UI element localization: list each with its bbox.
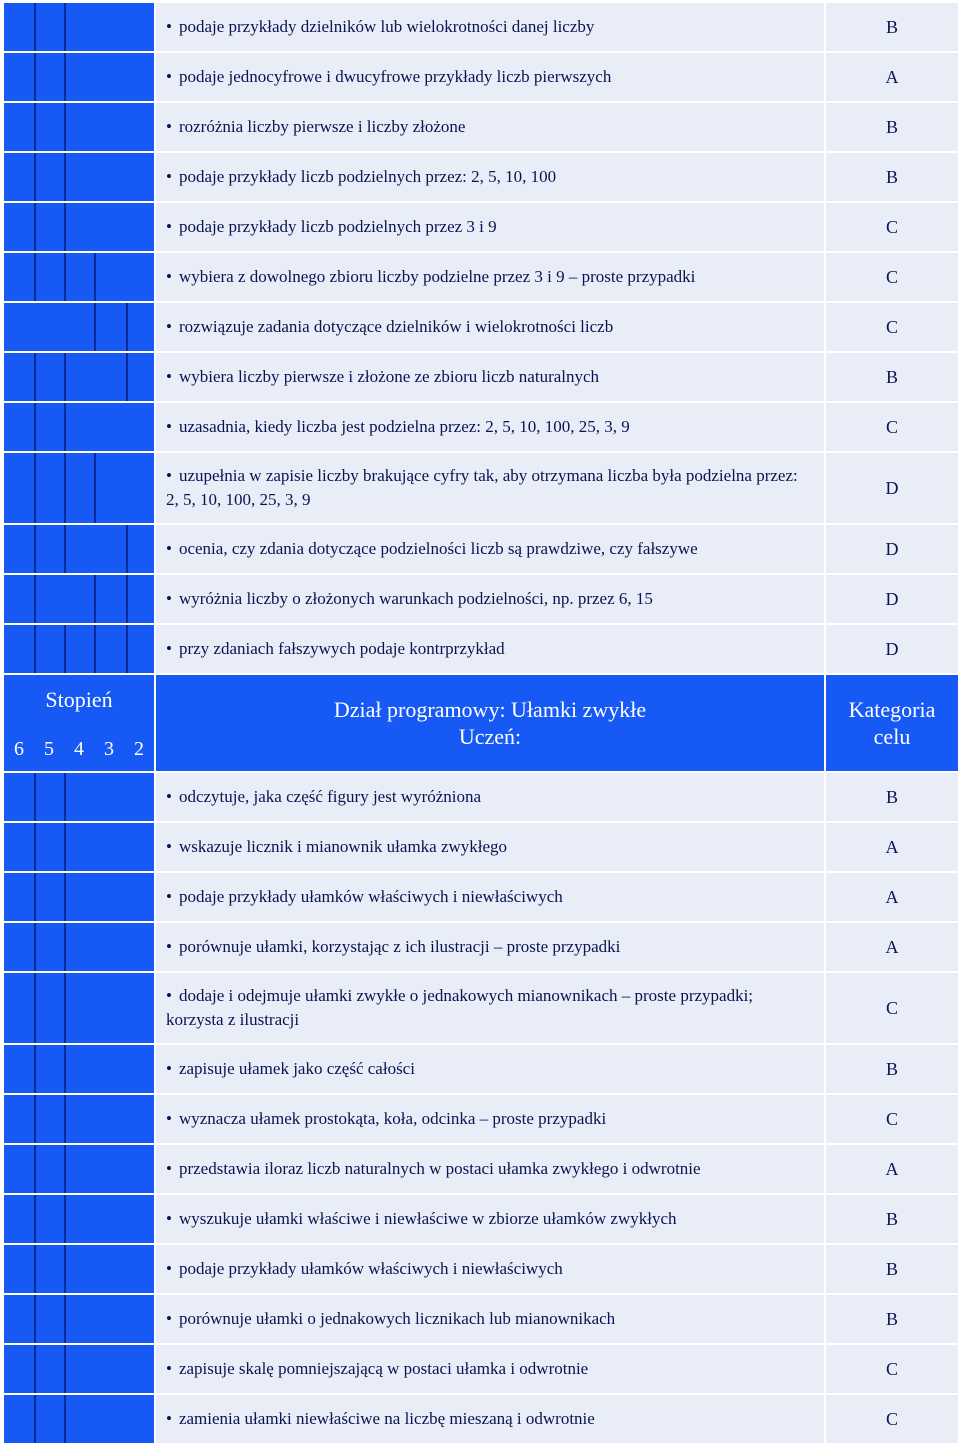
grade-divider xyxy=(34,453,36,523)
grade-divider xyxy=(126,625,128,673)
requirement-text xyxy=(166,65,611,89)
bullet-icon: • xyxy=(166,1109,172,1128)
requirement-text xyxy=(166,1157,701,1181)
grade-divider xyxy=(34,873,36,921)
kategoria-header xyxy=(826,675,958,771)
grade-stripe-cell xyxy=(4,453,156,523)
table-row xyxy=(4,625,958,675)
category-cell: C xyxy=(826,203,958,251)
requirement-label: wyznacza ułamek prostokąta, koła, odcinka – proste przypadki xyxy=(178,1109,607,1128)
requirement-text xyxy=(166,587,653,611)
requirement-cell xyxy=(156,103,826,151)
grade-divider xyxy=(64,525,66,573)
table-row xyxy=(4,203,958,253)
requirement-label: zapisuje skalę pomniejszającą w postaci ułamka i odwrotnie xyxy=(178,1359,589,1378)
category-cell: C xyxy=(826,1395,958,1443)
grade-stripe-cell xyxy=(4,773,156,821)
requirement-text xyxy=(166,215,497,239)
requirement-cell xyxy=(156,625,826,673)
grade-divider xyxy=(34,773,36,821)
requirement-text xyxy=(166,265,695,289)
requirement-text xyxy=(166,785,481,809)
grade-divider xyxy=(64,53,66,101)
grade-divider xyxy=(34,203,36,251)
requirement-label: rozróżnia liczby pierwsze i liczby złożone xyxy=(178,117,466,136)
grade-stripe-cell xyxy=(4,1095,156,1143)
category-cell: B xyxy=(826,1245,958,1293)
requirement-label: wybiera z dowolnego zbioru liczby podzielne przez 3 i 9 – proste przypadki xyxy=(178,267,696,286)
grade-divider xyxy=(34,253,36,301)
requirement-cell xyxy=(156,1095,826,1143)
grade-divider xyxy=(94,575,96,623)
bullet-icon: • xyxy=(166,539,172,558)
grade-divider xyxy=(34,353,36,401)
grade-divider xyxy=(126,525,128,573)
table-row xyxy=(4,3,958,53)
requirement-cell xyxy=(156,203,826,251)
category-cell: C xyxy=(826,973,958,1043)
requirement-text xyxy=(166,15,594,39)
grade-divider xyxy=(64,203,66,251)
bullet-icon: • xyxy=(166,887,172,906)
requirement-label: podaje przykłady liczb podzielnych przez 3 i 9 xyxy=(178,217,497,236)
category-cell: D xyxy=(826,453,958,523)
category-cell: A xyxy=(826,53,958,101)
requirement-text xyxy=(166,464,814,512)
requirement-cell xyxy=(156,53,826,101)
dzial-title: Dział programowy: Ułamki zwykłe xyxy=(333,697,647,722)
grade-2: 2 xyxy=(134,738,144,760)
requirement-label: uzupełnia w zapisie liczby brakujące cyfry tak, aby otrzymana liczba była podzielna przez: 2, 5, 10, 100, 25, 3, 9 xyxy=(166,466,798,509)
table-row xyxy=(4,353,958,403)
grade-divider xyxy=(64,1195,66,1243)
category-cell: C xyxy=(826,1345,958,1393)
bullet-icon: • xyxy=(166,937,172,956)
bullet-icon: • xyxy=(166,1059,172,1078)
table-row xyxy=(4,1345,958,1395)
requirement-text xyxy=(166,315,613,339)
requirement-cell xyxy=(156,353,826,401)
grade-divider xyxy=(64,453,66,523)
bullet-icon: • xyxy=(166,367,172,386)
table-row xyxy=(4,403,958,453)
stopien-header xyxy=(4,675,156,771)
category-cell: D xyxy=(826,575,958,623)
grade-divider xyxy=(34,1395,36,1443)
requirement-cell xyxy=(156,253,826,301)
grade-stripe-cell xyxy=(4,823,156,871)
grade-stripe-cell xyxy=(4,353,156,401)
requirement-cell xyxy=(156,973,826,1043)
category-cell: D xyxy=(826,525,958,573)
requirement-text xyxy=(166,1057,415,1081)
table-row xyxy=(4,923,958,973)
grade-divider xyxy=(64,353,66,401)
requirement-cell xyxy=(156,3,826,51)
requirement-label: podaje jednocyfrowe i dwucyfrowe przykłady liczb pierwszych xyxy=(178,67,612,86)
grade-3: 3 xyxy=(104,738,114,760)
grade-stripe-cell xyxy=(4,873,156,921)
bullet-icon: • xyxy=(166,217,172,236)
requirement-cell xyxy=(156,873,826,921)
requirement-cell xyxy=(156,1345,826,1393)
table-row xyxy=(4,823,958,873)
bullet-icon: • xyxy=(166,466,172,485)
requirement-cell xyxy=(156,1395,826,1443)
grade-divider xyxy=(64,773,66,821)
grade-divider xyxy=(64,923,66,971)
requirement-cell xyxy=(156,773,826,821)
requirement-label: wyszukuje ułamki właściwe i niewłaściwe w zbiorze ułamków zwykłych xyxy=(178,1209,677,1228)
requirement-label: wyróżnia liczby o złożonych warunkach podzielności, np. przez 6, 15 xyxy=(178,589,653,608)
requirement-text xyxy=(166,1407,595,1431)
grade-divider xyxy=(34,1045,36,1093)
bullet-icon: • xyxy=(166,837,172,856)
grade-divider xyxy=(34,625,36,673)
bullet-icon: • xyxy=(166,1209,172,1228)
grade-stripe-cell xyxy=(4,1395,156,1443)
table-row xyxy=(4,873,958,923)
grade-divider xyxy=(126,575,128,623)
requirement-label: wybiera liczby pierwsze i złożone ze zbioru liczb naturalnych xyxy=(178,367,600,386)
table-row xyxy=(4,1295,958,1345)
grade-divider xyxy=(64,1295,66,1343)
table-row xyxy=(4,253,958,303)
bullet-icon: • xyxy=(166,17,172,36)
bullet-icon: • xyxy=(166,1409,172,1428)
requirement-label: uzasadnia, kiedy liczba jest podzielna przez: 2, 5, 10, 100, 25, 3, 9 xyxy=(178,417,630,436)
bullet-icon: • xyxy=(166,787,172,806)
bullet-icon: • xyxy=(166,67,172,86)
grade-stripe-cell xyxy=(4,403,156,451)
grade-stripe-cell xyxy=(4,575,156,623)
table-row xyxy=(4,773,958,823)
grade-divider xyxy=(64,1395,66,1443)
bullet-icon: • xyxy=(166,589,172,608)
requirement-cell xyxy=(156,303,826,351)
category-cell: A xyxy=(826,823,958,871)
requirement-label: podaje przykłady ułamków właściwych i niewłaściwych xyxy=(178,1259,563,1278)
table-row xyxy=(4,453,958,525)
grade-divider xyxy=(64,973,66,1043)
table-row xyxy=(4,1395,958,1445)
bullet-icon: • xyxy=(166,1259,172,1278)
category-cell: B xyxy=(826,153,958,201)
stopien-label: Stopień xyxy=(45,687,113,712)
requirement-text xyxy=(166,1257,563,1281)
grade-divider xyxy=(94,625,96,673)
requirement-label: dodaje i odejmuje ułamki zwykłe o jednakowych mianownikach – proste przypadki; korzysta z ilustracji xyxy=(166,986,754,1029)
category-cell: B xyxy=(826,773,958,821)
grade-divider xyxy=(64,625,66,673)
category-cell: A xyxy=(826,873,958,921)
bullet-icon: • xyxy=(166,317,172,336)
bullet-icon: • xyxy=(166,417,172,436)
grade-divider xyxy=(64,873,66,921)
requirement-cell xyxy=(156,1045,826,1093)
grade-divider xyxy=(34,1195,36,1243)
table-row xyxy=(4,1195,958,1245)
grade-stripe-cell xyxy=(4,1295,156,1343)
dzial-header xyxy=(156,675,826,771)
requirement-cell xyxy=(156,1195,826,1243)
kategoria-label: Kategoria xyxy=(848,697,936,722)
grade-divider xyxy=(34,1095,36,1143)
category-cell: A xyxy=(826,1145,958,1193)
requirement-label: zamienia ułamki niewłaściwe na liczbę mieszaną i odwrotnie xyxy=(178,1409,595,1428)
requirement-cell xyxy=(156,1145,826,1193)
requirement-text xyxy=(166,1107,606,1131)
table-row xyxy=(4,1045,958,1095)
grade-divider xyxy=(34,1295,36,1343)
grade-divider xyxy=(64,403,66,451)
requirement-text xyxy=(166,415,630,439)
requirement-cell xyxy=(156,403,826,451)
requirement-text xyxy=(166,165,556,189)
grade-stripe-cell xyxy=(4,253,156,301)
table-row xyxy=(4,575,958,625)
category-cell: D xyxy=(826,625,958,673)
requirement-text xyxy=(166,984,814,1032)
requirement-text xyxy=(166,1207,677,1231)
requirement-cell xyxy=(156,153,826,201)
requirement-text xyxy=(166,537,698,561)
bullet-icon: • xyxy=(166,639,172,658)
table-row xyxy=(4,303,958,353)
grade-stripe-cell xyxy=(4,53,156,101)
grade-stripe-cell xyxy=(4,1145,156,1193)
grade-stripe-cell xyxy=(4,1045,156,1093)
category-cell: B xyxy=(826,353,958,401)
grade-divider xyxy=(34,823,36,871)
category-cell: A xyxy=(826,923,958,971)
requirement-cell xyxy=(156,453,826,523)
bullet-icon: • xyxy=(166,1309,172,1328)
category-cell: B xyxy=(826,1295,958,1343)
requirement-text xyxy=(166,885,563,909)
grade-divider xyxy=(34,103,36,151)
category-cell: C xyxy=(826,403,958,451)
grade-stripe-cell xyxy=(4,1195,156,1243)
criteria-table xyxy=(4,3,958,1445)
bullet-icon: • xyxy=(166,1359,172,1378)
table-row xyxy=(4,525,958,575)
category-cell: B xyxy=(826,103,958,151)
bullet-icon: • xyxy=(166,167,172,186)
bullet-icon: • xyxy=(166,986,172,1005)
grade-stripe-cell xyxy=(4,1245,156,1293)
category-cell: C xyxy=(826,1095,958,1143)
requirement-label: wskazuje licznik i mianownik ułamka zwykłego xyxy=(178,837,508,856)
table-row xyxy=(4,1245,958,1295)
table-row xyxy=(4,53,958,103)
requirement-text xyxy=(166,1307,615,1331)
grade-stripe-cell xyxy=(4,203,156,251)
grade-divider xyxy=(34,923,36,971)
grade-divider xyxy=(34,153,36,201)
grade-divider xyxy=(34,1245,36,1293)
grade-divider xyxy=(34,1345,36,1393)
table-row xyxy=(4,1095,958,1145)
grade-divider xyxy=(64,103,66,151)
grade-4: 4 xyxy=(74,738,84,760)
grade-6: 6 xyxy=(14,738,24,760)
grade-divider xyxy=(64,1095,66,1143)
grade-divider xyxy=(64,823,66,871)
grade-divider xyxy=(64,1245,66,1293)
bullet-icon: • xyxy=(166,267,172,286)
requirement-label: porównuje ułamki, korzystając z ich ilustracji – proste przypadki xyxy=(178,937,621,956)
requirement-text xyxy=(166,1357,588,1381)
section-podzielnosc xyxy=(4,3,958,675)
category-cell: B xyxy=(826,3,958,51)
table-row xyxy=(4,153,958,203)
grade-divider xyxy=(64,153,66,201)
requirement-text xyxy=(166,935,620,959)
requirement-label: porównuje ułamki o jednakowych licznikach lub mianownikach xyxy=(178,1309,616,1328)
grade-divider xyxy=(34,403,36,451)
requirement-cell xyxy=(156,525,826,573)
table-row xyxy=(4,1145,958,1195)
category-cell: B xyxy=(826,1045,958,1093)
celu-label: celu xyxy=(873,724,911,749)
grade-divider xyxy=(94,303,96,351)
grade-divider xyxy=(34,3,36,51)
requirement-label: odczytuje, jaka część figury jest wyróżniona xyxy=(178,787,482,806)
requirement-cell xyxy=(156,823,826,871)
bullet-icon: • xyxy=(166,1159,172,1178)
requirement-label: ocenia, czy zdania dotyczące podzielności liczb są prawdziwe, czy fałszywe xyxy=(178,539,698,558)
grade-5: 5 xyxy=(44,738,54,760)
category-cell: C xyxy=(826,253,958,301)
requirement-label: zapisuje ułamek jako część całości xyxy=(178,1059,415,1078)
grade-divider xyxy=(34,1145,36,1193)
grade-divider xyxy=(34,525,36,573)
grade-divider xyxy=(94,253,96,301)
grade-stripe-cell xyxy=(4,3,156,51)
uczen-label: Uczeń: xyxy=(458,724,522,749)
requirement-cell xyxy=(156,575,826,623)
grade-divider xyxy=(34,53,36,101)
category-cell: C xyxy=(826,303,958,351)
grade-divider xyxy=(64,3,66,51)
requirement-label: przedstawia iloraz liczb naturalnych w postaci ułamka zwykłego i odwrotnie xyxy=(178,1159,701,1178)
requirement-text xyxy=(166,637,505,661)
requirement-label: podaje przykłady ułamków właściwych i niewłaściwych xyxy=(178,887,563,906)
grade-divider xyxy=(126,353,128,401)
requirement-cell xyxy=(156,1245,826,1293)
grade-divider xyxy=(34,973,36,1043)
table-row xyxy=(4,973,958,1045)
requirement-text xyxy=(166,835,507,859)
requirement-cell xyxy=(156,1295,826,1343)
grade-stripe-cell xyxy=(4,973,156,1043)
grade-stripe-cell xyxy=(4,303,156,351)
bullet-icon: • xyxy=(166,117,172,136)
requirement-label: podaje przykłady dzielników lub wielokrotności danej liczby xyxy=(178,17,595,36)
grade-stripe-cell xyxy=(4,923,156,971)
grade-divider xyxy=(64,1345,66,1393)
grade-stripe-cell xyxy=(4,525,156,573)
grade-divider xyxy=(64,1145,66,1193)
table-header xyxy=(4,675,958,773)
grade-divider xyxy=(64,253,66,301)
category-cell: B xyxy=(826,1195,958,1243)
grade-divider xyxy=(64,1045,66,1093)
grade-stripe-cell xyxy=(4,153,156,201)
requirement-cell xyxy=(156,923,826,971)
grade-divider xyxy=(34,575,36,623)
grade-stripe-cell xyxy=(4,625,156,673)
requirement-label: rozwiązuje zadania dotyczące dzielników i wielokrotności liczb xyxy=(178,317,614,336)
grade-stripe-cell xyxy=(4,1345,156,1393)
grade-divider xyxy=(126,303,128,351)
grade-divider xyxy=(94,453,96,523)
grade-stripe-cell xyxy=(4,103,156,151)
requirement-text xyxy=(166,115,465,139)
requirement-text xyxy=(166,365,599,389)
requirement-label: podaje przykłady liczb podzielnych przez: 2, 5, 10, 100 xyxy=(178,167,557,186)
table-row xyxy=(4,103,958,153)
requirement-label: przy zdaniach fałszywych podaje kontrprzykład xyxy=(178,639,505,658)
section-ulamki-zwykle xyxy=(4,773,958,1445)
